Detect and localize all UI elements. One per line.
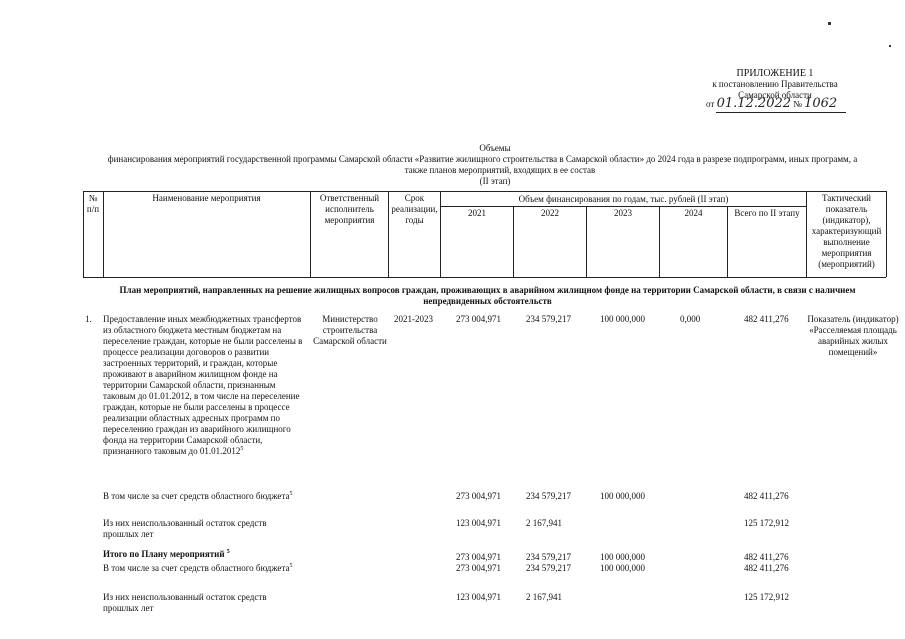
row-2022: 234 579,217 [526, 491, 571, 501]
th-volume: Объем финансирования по годам, тыс. рублей (II этап) [518, 194, 729, 204]
handwritten-number: 1062 [804, 96, 838, 111]
appendix-title: ПРИЛОЖЕНИЕ 1 [736, 68, 814, 79]
section-title: План мероприятий, направленных на решение жилищных вопросов граждан, проживающих в аварийном жилищном фонде на территории Самарской области, в связи с наличием непредвиденных обстоятельств [119, 285, 856, 306]
th-2023: 2023 [614, 208, 632, 218]
row-2022: 234 579,217 [526, 563, 571, 573]
row-2023: 100 000,000 [600, 552, 645, 562]
th-name: Наименование мероприятия [152, 193, 261, 203]
appendix-line3: Самарской области [738, 90, 812, 100]
row-2021: 123 004,971 [456, 592, 501, 602]
row-label: Из них неиспользованный остаток средств прошлых лет [103, 592, 267, 613]
date-underline [716, 112, 846, 113]
th-indicator: Тактический показатель (индикатор), характеризующий выполнение мероприятия (мероприятий) [811, 193, 882, 269]
th-executor: Ответственный исполнитель мероприятия [319, 193, 380, 225]
row-2022: 234 579,217 [526, 552, 571, 562]
scan-speck [889, 45, 891, 47]
row-label: В том числе за счет средств областного бюджета$^5$ [103, 563, 293, 573]
row-label: Из них неиспользованный остаток средств прошлых лет [103, 518, 267, 539]
row-total: 482 411,276 [744, 563, 789, 573]
row-total: 482 411,276 [744, 491, 789, 501]
row-2022: 2 167,941 [526, 518, 562, 528]
row-total: 125 172,912 [744, 518, 789, 528]
number-prefix: № [793, 99, 802, 109]
appendix-date-line [706, 98, 856, 110]
handwritten-date: 01.12.2022 [716, 96, 792, 111]
th-2021: 2021 [468, 208, 486, 218]
heading-line2: финансирования мероприятий государственной программы Самарской области «Развитие жилищного строительства в Самарской области» до 2024 года в разрезе подпрограмм, иных программ, а [107, 154, 858, 164]
row-2023: 100 000,000 [600, 491, 645, 501]
scan-speck [828, 22, 831, 25]
heading-line3: также планов мероприятий, входящих в ее состав [404, 165, 596, 175]
item1-name: Предоставление иных межбюджетных трансфертов из областного бюджета местным бюджетам на переселение граждан, которые не были расселены в процессе реализации договоров о развитии застроенных территорий, и граждан, которые проживают в аварийном жилищном фонде на территории Самарской области, признанным таковым до 01.01.2012, в том числе на переселение граждан, которые не были расселены в процессе реализации областных адресных программ по переселению граждан из аварийного жилищного фонда на территории Самарской области, признанного таковым до 01.01.2012$^5$ [103, 314, 303, 456]
row-label: В том числе за счет средств областного бюджета$^5$ [103, 491, 293, 501]
th-2022: 2022 [541, 208, 559, 218]
th-num: № п/п [86, 193, 100, 214]
row-label: Итого по Плану мероприятий $^5$ [103, 549, 230, 559]
item1-term: 2021-2023 [394, 314, 433, 324]
row-2023: 100 000,000 [600, 563, 645, 573]
appendix-line2: к постановлению Правительства [712, 79, 838, 89]
heading-line4: (II этап) [479, 176, 511, 186]
item1-total: 482 411,276 [744, 314, 789, 324]
from-prefix: от [706, 99, 715, 109]
th-total: Всего по II этапу [734, 208, 800, 218]
row-total: 482 411,276 [744, 552, 789, 562]
item1-num: 1. [85, 314, 92, 324]
item1-executor: Министерство строительства Самарской области [313, 314, 387, 346]
th-term: Срок реализации, годы [391, 193, 438, 225]
item1-2023: 100 000,000 [600, 314, 645, 324]
item1-2021: 273 004,971 [456, 314, 501, 324]
row-total: 125 172,912 [744, 592, 789, 602]
row-2021: 123 004,971 [456, 518, 501, 528]
row-2022: 2 167,941 [526, 592, 562, 602]
row-2021: 273 004,971 [456, 563, 501, 573]
item1-indicator: Показатель (индикатор) «Расселяемая площадь аварийных жилых помещений» [807, 314, 899, 357]
row-2021: 273 004,971 [456, 491, 501, 501]
item1-2024: 0,000 [680, 314, 701, 324]
item1-footnote: 5 [240, 446, 244, 452]
heading-line1: Объемы [479, 143, 511, 153]
row-2021: 273 004,971 [456, 552, 501, 562]
item1-2022: 234 579,217 [526, 314, 571, 324]
th-2024: 2024 [684, 208, 703, 218]
